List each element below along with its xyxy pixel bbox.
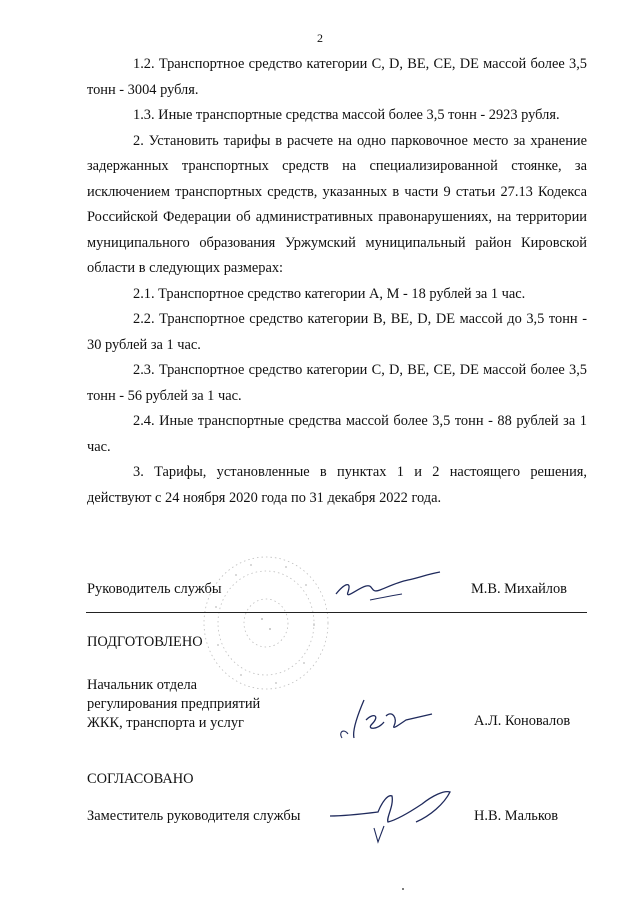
paragraph-2-4: 2.4. Иные транспортные средства массой более 3,5 тонн - 88 рублей за 1 час. [87,413,587,455]
head-title: Руководитель службы [87,581,222,597]
prepared-name: А.Л. Коновалов [474,713,571,729]
agreed-label: СОГЛАСОВАНО [87,771,194,787]
paragraph-3: 3. Тарифы, установленные в пунктах 1 и 2 настоящего решения, действуют с 24 ноября 2020 года по 31 декабря 2022 года. [87,464,587,506]
agreed-name: Н.В. Мальков [474,808,559,824]
paragraph-2-2: 2.2. Транспортное средство категории B, BE, D, DE массой до 3,5 тонн - 30 рублей за 1 час. [87,311,587,353]
head-name: М.В. Михайлов [471,581,567,597]
prepared-title [87,676,260,733]
prepared-label: ПОДГОТОВЛЕНО [87,634,203,650]
prepared-title-line-2: регулирования предприятий [87,696,261,712]
page-number: 2 [317,31,323,45]
paragraph-2-3: 2.3. Транспортное средство категории C, D, BE, CE, DE массой более 3,5 тонн - 56 рублей за 1 час. [87,362,587,404]
paragraph-2-1: 2.1. Транспортное средство категории A, M - 18 рублей за 1 час. [133,285,526,302]
agreed-signature [326,782,466,848]
scan-speck [402,888,404,890]
prepared-title-line-1: Начальник отдела [87,677,198,693]
prepared-signature [336,690,436,752]
agreed-title: Заместитель руководителя службы [87,808,301,824]
paragraph-1-2: 1.2. Транспортное средство категории C, D, BE, CE, DE массой более 3,5 тонн - 3004 рубля. [87,56,587,98]
paragraph-1-3: 1.3. Иные транспортные средства массой более 3,5 тонн - 2923 рубля. [133,107,560,123]
paragraph-2: 2. Установить тарифы в расчете на одно парковочное место за хранение задержанных транспортных средств на специализированной стоянке, за исключением транспортных средств, указанных в части 9 статьи 27.13 Кодекса Российской Федерации об административных правонарушениях, на территории муниципального образования Уржумский муниципальный район Кировской области в следующих размерах: [87,132,587,276]
prepared-title-line-3: ЖКК, транспорта и услуг [87,715,244,731]
divider-line [86,612,587,613]
document-body [87,52,587,511]
official-stamp [196,545,336,695]
head-signature [330,562,445,610]
